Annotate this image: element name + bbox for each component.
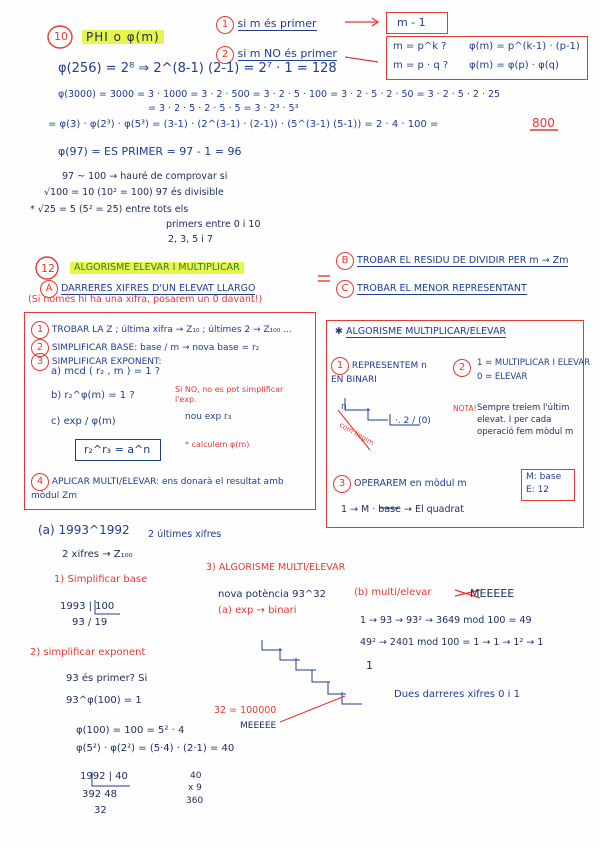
example-phi-3000-line2: = 3 · 2 · 5 · 2 · 5 · 5 = 3 · 2³ · 5³ (148, 103, 299, 114)
example-phi-3000-result: 800 (532, 116, 555, 130)
formula-text: r₂^r₃ = a^n (84, 443, 151, 456)
algorithm-step-2: 2 (453, 359, 471, 377)
steps-box (24, 312, 316, 510)
note-line-4: primers entre 0 i 10 (166, 219, 261, 230)
step-3-b-line1: 1 → 93 → 93² → 3649 mod 100 = 49 (360, 615, 532, 626)
step-3b: b) r₂^φ(m) = 1 ? (51, 390, 135, 401)
step-3-b: (b) multi/elevar (354, 587, 432, 598)
algorithm-box (326, 320, 591, 528)
example-a-division-2c: 32 (94, 805, 107, 816)
note-line-3: * √25 = 5 (5² = 25) entre tots els (30, 204, 189, 215)
mult-360: 360 (186, 796, 204, 806)
case1-label: 1 si m és primer (216, 16, 317, 34)
calc-note: * calculem φ(m) (185, 440, 250, 449)
example-phi-3000-line1: φ(3000) = 3000 = 3 · 1000 = 3 · 2 · 500 = 3 · 2 · 5 · 100 = 3 · 2 · 5 · 2 · 50 = 3 · 2 · 5 · 2 · 25 (58, 89, 501, 100)
example-phi-256: φ(256) = 2⁸ ⇒ 2^(8-1) (2-1) = 2⁷ · 1 = 128 (58, 61, 337, 76)
step-3-binary-letters: MEEEEE (240, 721, 277, 731)
note-line-5: 2, 3, 5 i 7 (168, 234, 213, 245)
step-3a: a) mcd ( r₂ , m ) = 1 ? (51, 366, 161, 377)
step-3b-note: Si NO, no es pot simplificar l'exp. (175, 385, 284, 404)
example-a-division-1: 1993 | 100 (60, 601, 115, 612)
binary-dots: ·. 2 / (0) (395, 416, 431, 426)
example-a-head-note: 2 últimes xifres (148, 529, 222, 540)
note-line-1: 97 ~ 100 → hauré de comprovar si (62, 171, 228, 182)
example-a-q4: φ(5²) · φ(2²) = (5·4) · (2·1) = 40 (76, 743, 235, 754)
section-12-title: ALGORISME ELEVAR I MULTIPLICAR (70, 262, 244, 274)
step-3-b-line3: 1 (366, 659, 373, 672)
step-3-result: Dues darreres xifres 0 i 1 (394, 689, 520, 700)
formula-pk: m = p^k ? (393, 41, 447, 52)
example-a-division-1b: 93 / 19 (72, 617, 108, 628)
nota-text: Sempre treiem l'últim elevat. I per cada operació fem mòdul m (477, 403, 574, 437)
step-4: 4 APLICAR MULTI/ELEVAR: ens donarà el resultat amb mòdul Zm (31, 473, 301, 503)
example-a-division-2: 1992 | 40 (80, 771, 128, 782)
example-phi-97: φ(97) = ES PRIMER = 97 - 1 = 96 (58, 145, 242, 158)
step-3-a: (a) exp → binari (218, 605, 297, 616)
step-3-new-power: nova potència 93^32 (218, 589, 326, 600)
section-12-b: B TROBAR EL RESIDU DE DIVIDIR PER m → Zm (336, 252, 586, 270)
section-10-title: PHI o φ(m) (82, 30, 164, 44)
e-exp: E: 12 (526, 485, 550, 495)
binary-read-label: com llegim (337, 420, 376, 448)
binary-n: n (341, 402, 347, 412)
step-2: 2 SIMPLIFICAR BASE: base / m → nova base = r₂ (31, 339, 259, 357)
section-12-c: C TROBAR EL MENOR REPRESENTANT (336, 280, 527, 298)
formula-box (75, 439, 161, 461)
case1-result: m - 1 (397, 16, 426, 29)
mult-40: 40 (190, 771, 202, 781)
section-number-12: 12 (41, 262, 55, 275)
step-3c-note: nou exp r₃ (185, 412, 232, 422)
step-3: 3 SIMPLIFICAR EXPONENT: (31, 353, 162, 371)
m-e-box (521, 469, 575, 501)
mult-x9: x 9 (188, 783, 202, 793)
example-a-q3: φ(100) = 100 = 5² · 4 (76, 725, 185, 736)
example-a-zone: 2 xifres → Z₁₀₀ (62, 549, 133, 560)
example-phi-3000-line3: = φ(3) · φ(2³) · φ(5³) = (3-1) · (2^(3-1) · (2-1)) · (5^(3-1) (5-1)) = 2 · 4 · 100 = (48, 119, 439, 130)
step-3-mark: MEEEEE (470, 587, 515, 600)
algorithm-step-3: 3 OPERAREM en mòdul m (333, 475, 467, 493)
case1-result-box (386, 12, 448, 34)
algorithm-step-3-formula: 1 → M · base → El quadrat (341, 504, 464, 515)
step-3-binary: 32 = 100000 (214, 705, 277, 716)
example-a-step-2: 2) simplificar exponent (30, 647, 146, 658)
m-base: M: base (526, 472, 562, 482)
formula-pq-result: φ(m) = φ(p) · φ(q) (469, 60, 559, 71)
algorithm-step-2a: 1 = MULTIPLICAR I ELEVAR (477, 358, 591, 368)
step-1: 1 TROBAR LA Z ; última xifra → Z₁₀ ; últimes 2 → Z₁₀₀ ... (31, 321, 292, 339)
step-3c: c) exp / φ(m) (51, 416, 116, 427)
example-a-division-2b: 392 48 (82, 789, 117, 800)
section-12-a: A DARRERES XIFRES D'UN ELEVAT LLARGO (40, 280, 255, 298)
formula-pq: m = p · q ? (393, 60, 449, 71)
example-a-q1: 93 és primer? Si (66, 673, 148, 684)
section-number-10: 10 (54, 30, 68, 43)
formula-pk-result: φ(m) = p^(k-1) · (p-1) (469, 41, 580, 52)
algorithm-step-2b: 0 = ELEVAR (477, 372, 528, 382)
nota-label: NOTA! (453, 404, 477, 413)
case2-formulas-box (386, 36, 588, 80)
algorithm-step-1: 1 REPRESENTEM n EN BINARI (331, 357, 431, 387)
example-a-step-1: 1) Simplificar base (54, 574, 148, 585)
algorithm-title: ✱ ALGORISME MULTIPLICAR/ELEVAR (335, 326, 507, 337)
example-a-head: (a) 1993^1992 (38, 523, 130, 537)
case2-label: 2 si m NO és primer (216, 46, 337, 64)
example-a-q2: 93^φ(100) = 1 (66, 695, 142, 706)
note-line-2: √100 = 10 (10² = 100) 97 és divisible (44, 187, 224, 198)
section-12-a-note: (Si només hi ha una xifra, posarem un 0 davant!) (28, 294, 263, 305)
step-3-title: 3) ALGORISME MULTI/ELEVAR (206, 562, 346, 573)
step-3-b-line2: 49² → 2401 mod 100 = 1 → 1 → 1² → 1 (360, 637, 544, 648)
